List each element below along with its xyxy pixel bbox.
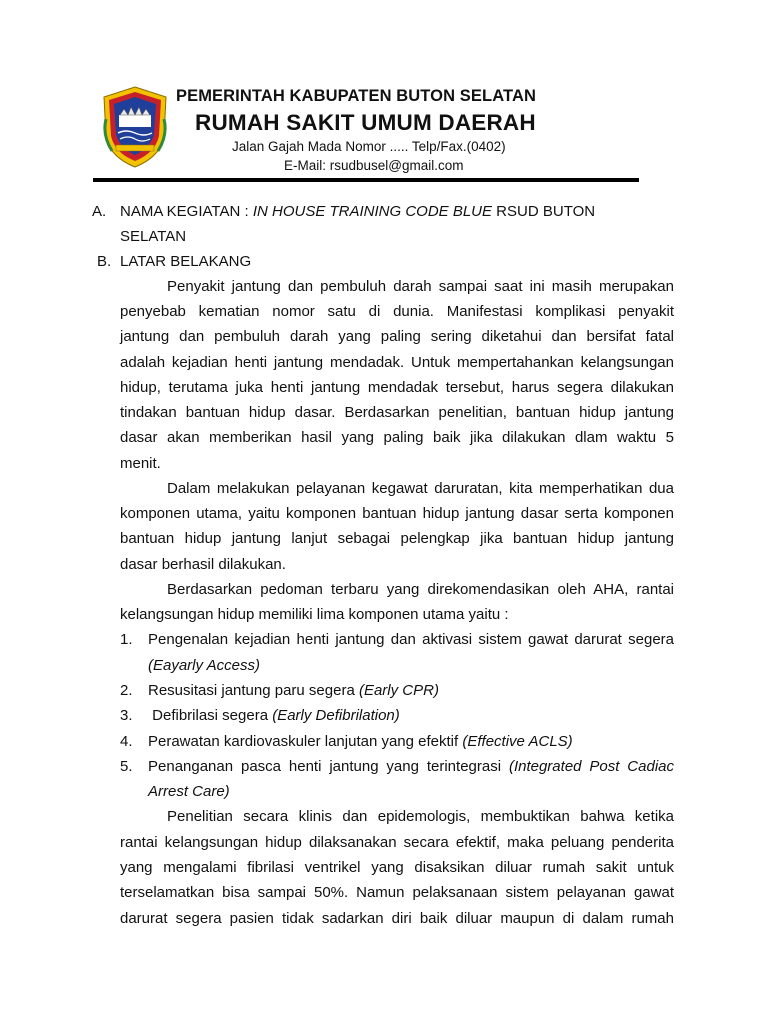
paragraph-1-line: tindakan bantuan hidup dasar. Berdasarkan penelitian, bantuan hidup jantung xyxy=(120,404,674,421)
paragraph-3-line: kelangsungan hidup memiliki lima komponen utama yaitu : xyxy=(120,606,509,623)
paragraph-2-line: dasar berhasil dilakukan. xyxy=(120,556,286,573)
section-a-title-rest: RSUD BUTON xyxy=(492,203,596,220)
paragraph-2-line: komponen utama, yaitu komponen bantuan hidup jantung dasar serta komponen xyxy=(120,505,674,522)
list-item-text xyxy=(148,707,400,725)
list-item-continuation: (Eayarly Access) xyxy=(148,657,260,674)
list-item-plain: Penanganan pasca henti jantung yang terintegrasi xyxy=(148,758,509,775)
paragraph-4-line: yang mengalami fibrilasi ventrikel yang disaksikan diluar rumah sakit untuk xyxy=(120,859,674,876)
hospital-address: Jalan Gajah Mada Nomor ..... Telp/Fax.(0402) xyxy=(232,139,506,154)
section-a-title-line xyxy=(120,203,595,221)
government-name: PEMERINTAH KABUPATEN BUTON SELATAN xyxy=(176,87,536,105)
paragraph-2-line: bantuan hidup jantung lanjut sebagai pelengkap jika bantuan hidup jantung xyxy=(120,530,674,547)
paragraph-2-line: Dalam melakukan pelayanan kegawat daruratan, kita memperhatikan dua xyxy=(167,480,674,497)
list-item-italic: (Integrated Post Cadiac xyxy=(508,758,674,775)
section-a-title-italic: IN HOUSE TRAINING CODE BLUE xyxy=(252,203,493,220)
paragraph-3-line: Berdasarkan pedoman terbaru yang direkomendasikan oleh AHA, rantai xyxy=(167,581,674,598)
hospital-name: RUMAH SAKIT UMUM DAERAH xyxy=(195,110,536,135)
paragraph-1-line: dasar akan memberikan hasil yang paling baik jika dilakukan dlam waktu 5 xyxy=(120,429,674,446)
section-a-continuation: SELATAN xyxy=(120,228,187,245)
list-item-text xyxy=(148,733,573,751)
list-item-text xyxy=(148,758,674,776)
paragraph-4-line: Penelitian secara klinis dan epidemologis, membuktikan bahwa ketika xyxy=(167,808,674,825)
list-item-plain: Defibrilasi segera xyxy=(148,707,273,724)
section-b-heading: LATAR BELAKANG xyxy=(120,253,252,270)
paragraph-1-line: hidup, terutama juka henti jantung mendadak tersebut, harus segera dilakukan xyxy=(120,379,674,396)
list-item-number: 1. xyxy=(120,631,133,648)
list-item-italic: (Early Defibrilation) xyxy=(272,707,400,724)
list-item-number: 5. xyxy=(120,758,133,775)
list-item-text xyxy=(148,682,439,700)
list-item-text: Pengenalan kejadian henti jantung dan aktivasi sistem gawat darurat segera xyxy=(148,631,674,648)
list-item-italic: (Early CPR) xyxy=(358,682,439,699)
paragraph-1-line: menit. xyxy=(120,455,161,472)
list-item-number: 2. xyxy=(120,682,133,699)
paragraph-4-line: terselamatkan bisa sampai 50%. Namun pelaksanaan sistem pelayanan gawat xyxy=(120,884,674,901)
hospital-email: E-Mail: rsudbusel@gmail.com xyxy=(284,158,464,173)
paragraph-1-line: adalah kejadian henti jantung mendadak. Untuk mempertahankan kelangsungan xyxy=(120,354,674,371)
paragraph-1-line: Penyakit jantung dan pembuluh darah sampai saat ini masih merupakan xyxy=(167,278,674,295)
list-item-italic: (Effective ACLS) xyxy=(462,733,573,750)
section-a-marker: A. xyxy=(92,203,107,220)
section-a-label: NAMA KEGIATAN : xyxy=(120,203,253,220)
list-item-continuation: Arrest Care) xyxy=(148,783,230,800)
list-item-plain: Resusitasi jantung paru segera xyxy=(148,682,359,699)
paragraph-4-line: darurat segera pasien tidak sadarkan diri baik diluar maupun di dalam rumah xyxy=(120,910,674,927)
section-b-marker: B. xyxy=(97,253,112,270)
paragraph-1-line: penyebab kematian nomor satu di dunia. Manifestasi komplikasi penyakit xyxy=(120,303,674,320)
list-item-plain: Perawatan kardiovaskuler lanjutan yang efektif xyxy=(148,733,463,750)
list-item-number: 3. xyxy=(120,707,133,724)
list-item-number: 4. xyxy=(120,733,133,750)
paragraph-4-line: rantai kelangsungan hidup dilaksanakan secara efektif, maka peluang penderita xyxy=(120,834,674,851)
paragraph-1-line: jantung dan pembuluh darah yang paling sering diketahui dan bersifat fatal xyxy=(120,328,674,345)
